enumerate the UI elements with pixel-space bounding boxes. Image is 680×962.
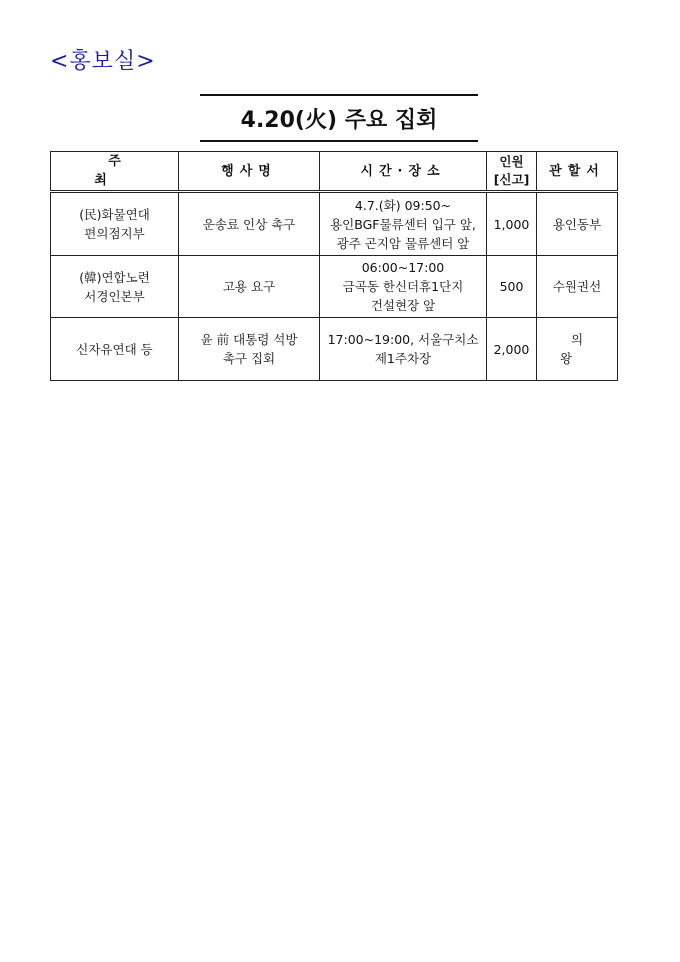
cell-time-place — [320, 256, 487, 318]
time-place-line: 06:00~17:00 — [361, 260, 445, 275]
event-line: 촉구 집회 — [222, 351, 276, 366]
header-people-line1: 인원 — [499, 154, 524, 169]
cell-host — [51, 256, 179, 318]
host-line: 신자유연대 등 — [76, 341, 153, 357]
title-box — [200, 94, 478, 142]
time-place-line: 용인BGF물류센터 입구 앞, — [330, 216, 476, 232]
cell-time-place — [320, 318, 487, 381]
table-row — [51, 192, 618, 256]
cell-host — [51, 192, 179, 256]
table-row — [51, 318, 618, 381]
cell-time-place — [320, 192, 487, 256]
cell-agency: 의왕 — [537, 318, 618, 381]
time-place-line: 광주 곤지암 물류센터 앞 — [336, 235, 470, 251]
host-line: 서경인본부 — [84, 288, 145, 304]
time-place-line: 17:00~19:00, 서울구치소 — [327, 332, 479, 347]
table-header-row — [51, 152, 618, 192]
cell-people: 500 — [487, 256, 537, 318]
header-time-place: 시간·장소 — [320, 152, 487, 192]
time-place-line: 제1주차장 — [374, 351, 432, 366]
document-title: 4.20(火) 주요 집회 — [240, 107, 438, 133]
cell-people: 2,000 — [487, 318, 537, 381]
header-host: 주 최 — [51, 152, 179, 192]
header-event: 행사명 — [179, 152, 320, 192]
cell-people: 1,000 — [487, 192, 537, 256]
cell-agency: 수원권선 — [537, 256, 618, 318]
time-place-line: 금곡동 한신더휴1단지 — [342, 279, 464, 294]
header-agency: 관할서 — [537, 152, 618, 192]
cell-event — [179, 192, 320, 256]
time-place-line: 4.7.(화) 09:50~ — [354, 197, 452, 213]
host-line: (民)화물연대 — [79, 207, 150, 222]
table-row — [51, 256, 618, 318]
header-people-line2: [신고] — [493, 172, 530, 187]
event-line: 고용 요구 — [222, 279, 276, 294]
time-place-line: 건설현장 앞 — [370, 298, 436, 313]
cell-event — [179, 256, 320, 318]
header-people — [487, 152, 537, 192]
department-label: <홍보실> — [50, 49, 156, 74]
cell-host — [51, 318, 179, 381]
event-line: 운송료 인상 촉구 — [202, 216, 296, 232]
event-line: 윤 前 대통령 석방 — [200, 332, 298, 347]
cell-event — [179, 318, 320, 381]
cell-agency: 용인동부 — [537, 192, 618, 256]
rally-table — [50, 151, 618, 381]
host-line: (韓)연합노련 — [79, 269, 150, 285]
host-line: 편의점지부 — [84, 226, 145, 241]
